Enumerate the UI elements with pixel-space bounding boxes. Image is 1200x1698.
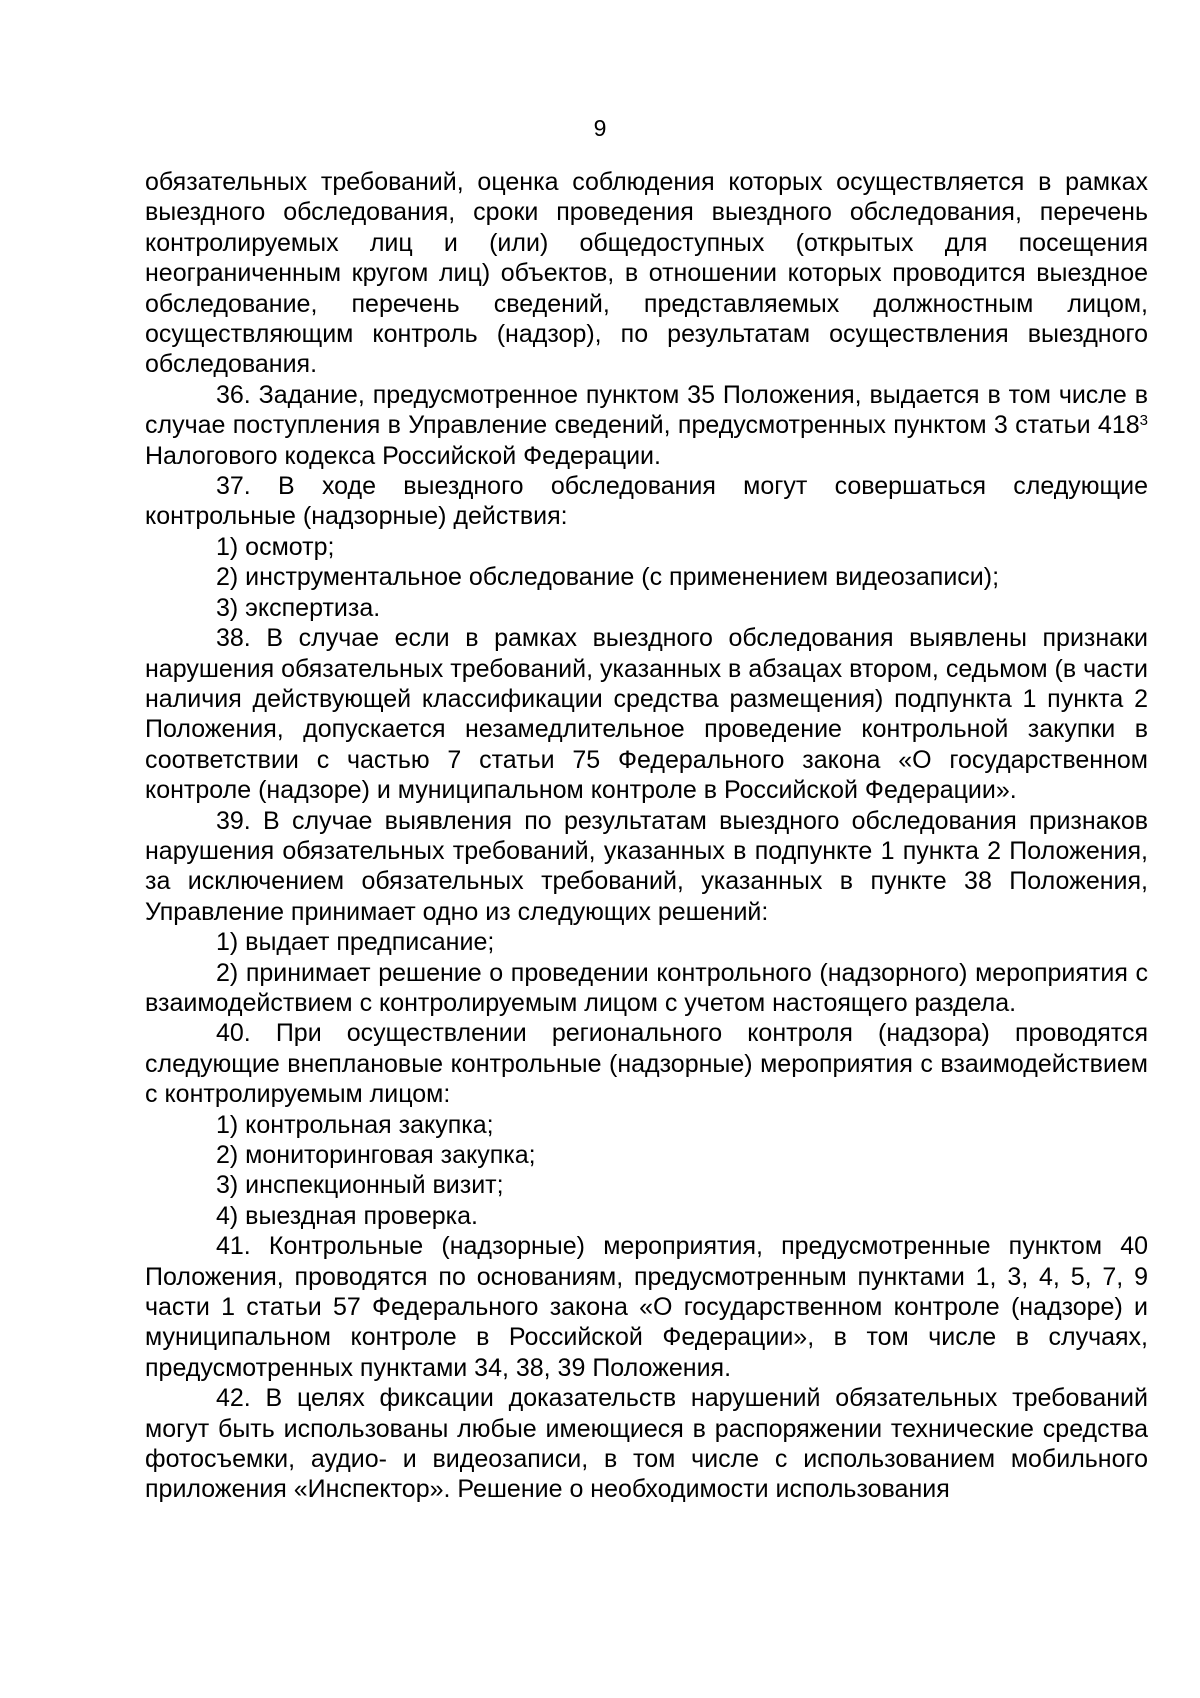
superscript-3: 3 xyxy=(1139,412,1148,429)
list-item-39-1: 1) выдает предписание; xyxy=(216,928,495,957)
paragraph-39: 39. В случае выявления по результатам выездного обследования признаков нарушения обязательных требований, указанных в подпункте 1 пункта 2 Положения, за исключением обязательных требований, указанных в пункте 38 Положения, Управление принимает одно из следующих решений: xyxy=(145,806,1148,926)
list-item-39-2: 2) принимает решение о проведении контрольного (надзорного) мероприятия с взаимодействием с контролируемым лицом с учетом настоящего раздела. xyxy=(145,958,1148,1017)
paragraph-38: 38. В случае если в рамках выездного обследования выявлены признаки нарушения обязательных требований, указанных в абзацах втором, седьмом (в части наличия действующей классификации средства размещения) подпункта 1 пункта 2 Положения, допускается незамедлительное проведение контрольной закупки в соответствии с частью 7 статьи 75 Федерального закона «О государственном контроле (надзоре) и муниципальном контроле в Российской Федерации». xyxy=(145,624,1148,805)
document-body xyxy=(145,167,1148,1505)
paragraph-37: 37. В ходе выездного обследования могут совершаться следующие контрольные (надзорные) действия: xyxy=(145,472,1148,531)
paragraph-41: 41. Контрольные (надзорные) мероприятия, предусмотренные пунктом 40 Положения, проводятся по основаниям, предусмотренным пунктами 1, 3, 4, 5, 7, 9 части 1 статьи 57 Федерального закона «О государственном контроле (надзоре) и муниципальном контроле в Российской Федерации», в том числе в случаях, предусмотренных пунктами 34, 38, 39 Положения. xyxy=(145,1232,1148,1382)
paragraph-42: 42. В целях фиксации доказательств нарушений обязательных требований могут быть использованы любые имеющиеся в распоряжении технические средства фотосъемки, аудио- и видеозаписи, в том числе с использованием мобильного приложения «Инспектор». Решение о необходимости использования xyxy=(145,1384,1148,1504)
paragraph-36-text-end: Налогового кодекса Российской Федерации. xyxy=(145,441,661,470)
paragraph-36 xyxy=(145,380,1148,471)
paragraph-40: 40. При осуществлении регионального контроля (надзора) проводятся следующие внеплановые контрольные (надзорные) мероприятия с взаимодействием с контролируемым лицом: xyxy=(145,1019,1148,1109)
paragraph-36-text: 36. Задание, предусмотренное пунктом 35 Положения, выдается в том числе в случае поступления в Управление сведений, предусмотренных пунктом 3 статьи 418 xyxy=(145,380,1148,440)
list-item-37-3: 3) экспертиза. xyxy=(216,593,381,622)
list-item-40-1: 1) контрольная закупка; xyxy=(216,1110,494,1139)
list-item-37-2: 2) инструментальное обследование (с применением видеозаписи); xyxy=(216,563,1000,592)
list-item-40-3: 3) инспекционный визит; xyxy=(216,1171,504,1200)
list-item-40-2: 2) мониторинговая закупка; xyxy=(216,1141,536,1169)
page-number: 9 xyxy=(593,115,607,141)
list-item-37-1: 1) осмотр; xyxy=(216,532,335,561)
list-item-40-4: 4) выездная проверка. xyxy=(216,1201,478,1230)
paragraph-continuation: обязательных требований, оценка соблюдения которых осуществляется в рамках выездного обследования, сроки проведения выездного обследования, перечень контролируемых лиц и (или) общедоступных (открытых для посещения неограниченным кругом лиц) объектов, в отношении которых проводится выездное обследование, перечень сведений, представляемых должностным лицом, осуществляющим контроль (надзор), по результатам осуществления выездного обследования. xyxy=(145,168,1148,379)
